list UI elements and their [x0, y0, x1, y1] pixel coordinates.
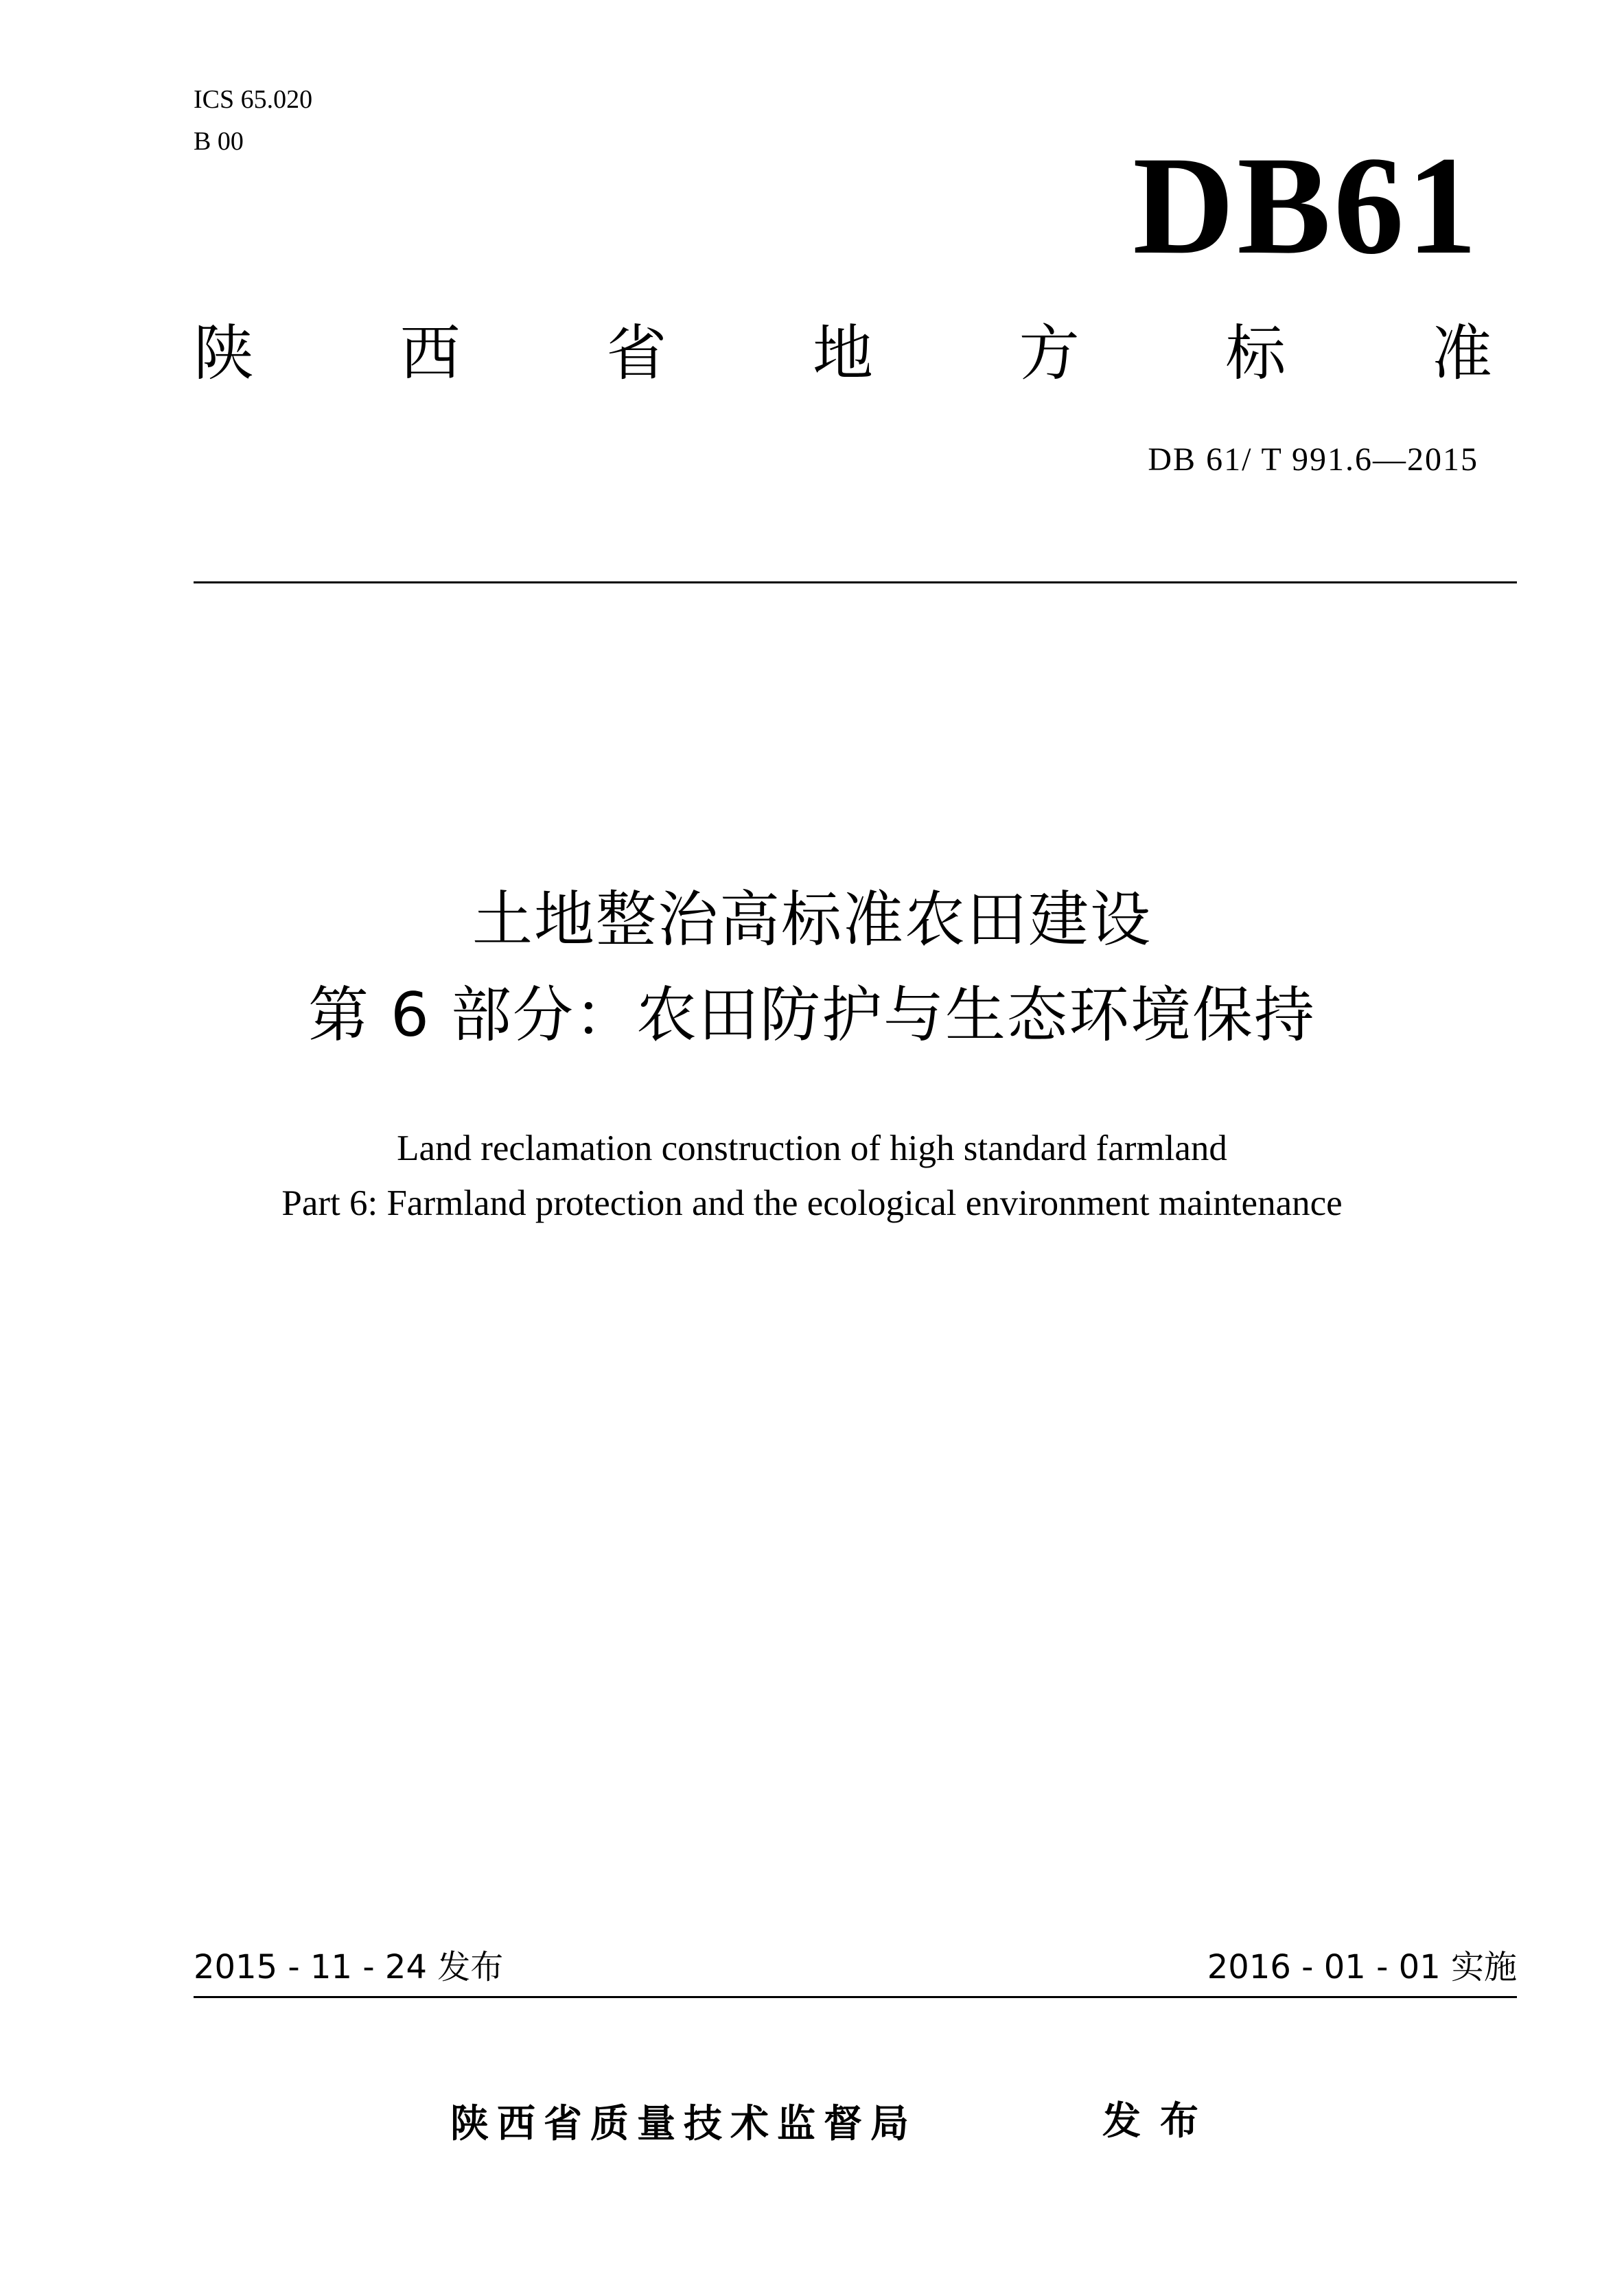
footer-divider — [194, 1996, 1517, 1998]
db61-logo: DB61 — [1133, 128, 1480, 283]
standard-type — [194, 316, 1492, 391]
standard-type-char: 方 — [1019, 318, 1080, 389]
standard-number: DB 61/ T 991.6—2015 — [1148, 441, 1478, 478]
title-en-line1: Land reclamation construction of high standard farmland — [397, 1128, 1227, 1168]
standard-type-char: 准 — [1431, 318, 1492, 389]
issue-date: 2015 - 11 - 24 发布 — [194, 1948, 504, 1986]
publisher: 陕西省质量技术监督局 — [450, 2102, 917, 2146]
implementation-date: 2016 - 01 - 01 实施 — [1207, 1948, 1517, 1986]
standard-type-char: 标 — [1225, 318, 1286, 389]
publish-label: 发布 — [1102, 2099, 1218, 2144]
standard-type-char: 陕 — [194, 318, 255, 389]
title-en-line2: Part 6: Farmland protection and the ecological environment maintenance — [281, 1183, 1343, 1223]
standard-type-char: 西 — [399, 318, 461, 389]
header-divider — [194, 581, 1517, 583]
standard-type-char: 省 — [606, 318, 667, 389]
standard-type-char: 地 — [812, 318, 873, 389]
title-cn-line1: 土地整治高标准农田建设 — [472, 884, 1152, 955]
ccs-code: B 00 — [194, 127, 244, 156]
ics-code: ICS 65.020 — [194, 85, 313, 114]
title-cn-line2: 第 6 部分：农田防护与生态环境保持 — [308, 979, 1316, 1050]
